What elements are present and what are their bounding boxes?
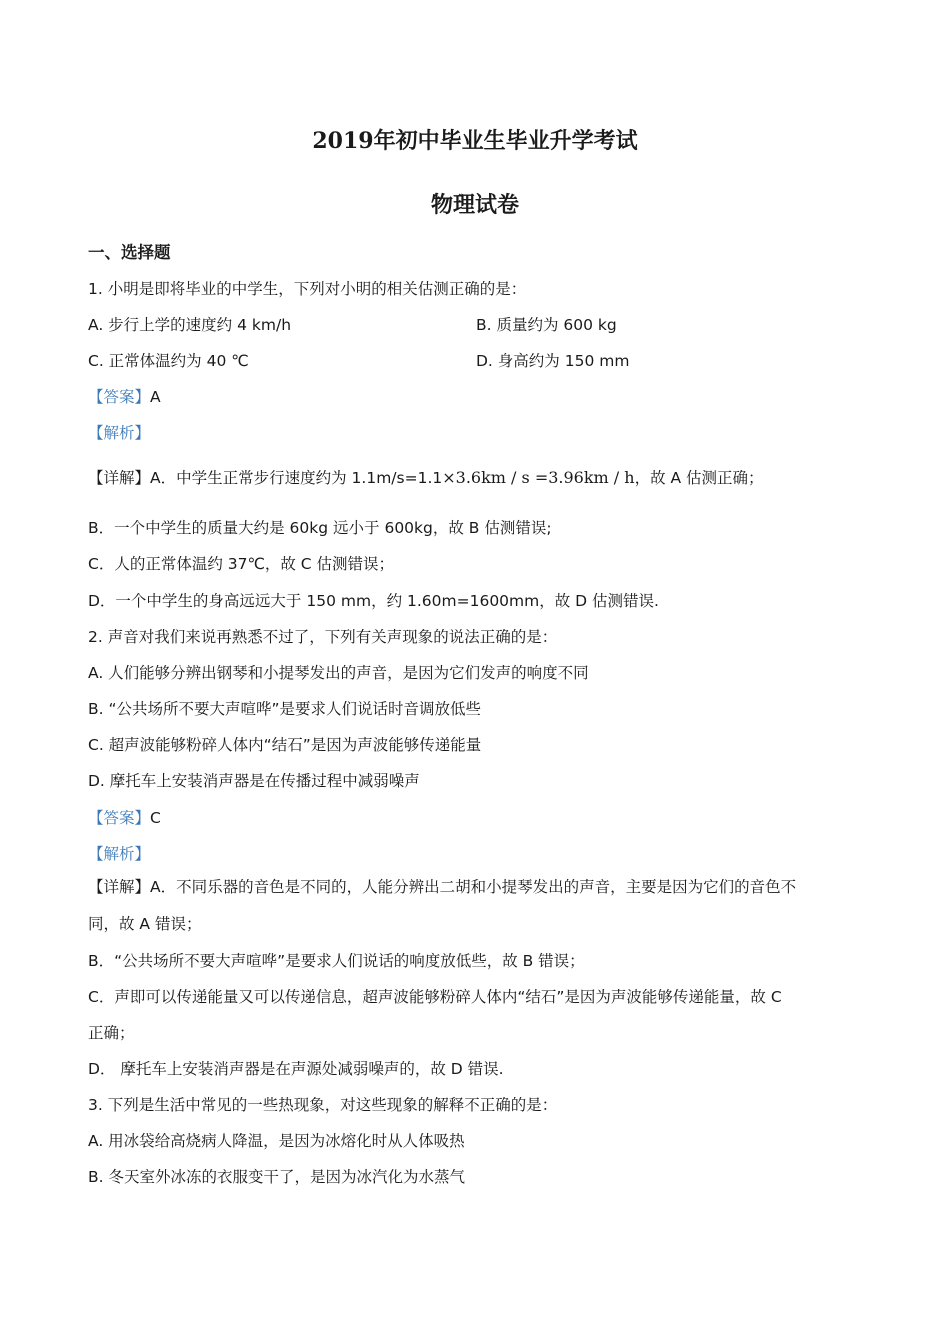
- detail-a-text: A．中学生正常步行速度约为 1.1m/s=1.1: [150, 469, 443, 487]
- exam-subtitle: 物理试卷: [430, 192, 519, 218]
- answer-label: 【答案】: [88, 809, 151, 827]
- q3-option-b: B. 冬天室外冰冻的衣服变干了，是因为冰汽化为水蒸气: [88, 1168, 465, 1186]
- answer-value: C: [150, 809, 161, 827]
- detail-label: 【详解】: [88, 878, 151, 896]
- answer-label: 【答案】: [88, 388, 151, 406]
- q2-option-b: B. “公共场所不要大声喧哗”是要求人们说话时音调放低些: [88, 700, 482, 718]
- q2-detail-a-line2: 同，故 A 错误；: [88, 915, 202, 933]
- q1-option-d: D. 身高约为 150 mm: [476, 352, 630, 370]
- q1-stem: 1. 小明是即将毕业的中学生，下列对小明的相关估测正确的是：: [88, 280, 527, 298]
- detail-a-text: A．不同乐器的音色是不同的，人能分辨出二胡和小提琴发出的声音，主要是因为它们的音色不: [150, 878, 797, 896]
- q2-stem: 2. 声音对我们来说再熟悉不过了，下列有关声现象的说法正确的是：: [88, 628, 558, 646]
- detail-a-end: ，故 A 估测正确；: [634, 469, 764, 487]
- q3-option-a: A. 用冰袋给高烧病人降温，是因为冰熔化时从人体吸热: [88, 1132, 465, 1150]
- q2-detail-c-line1: C．声即可以传递能量又可以传递信息，超声波能够粉碎人体内“结石”是因为声波能够传递能量，故 C: [88, 988, 782, 1006]
- q2-detail-d: D． 摩托车上安装消声器是在声源处减弱噪声的，故 D 错误.: [88, 1060, 504, 1078]
- q2-detail-c-line2: 正确；: [88, 1024, 135, 1042]
- q1-option-c: C. 正常体温约为 40 ℃: [88, 352, 249, 370]
- q1-detail-b: B．一个中学生的质量大约是 60kg 远小于 600kg，故 B 估测错误;: [88, 519, 552, 537]
- q2-analysis-label: 【解析】: [88, 845, 151, 863]
- exam-title: 2019年初中毕业生毕业升学考试: [312, 128, 638, 154]
- q2-answer: [88, 807, 161, 829]
- section-heading: 一、选择题: [88, 243, 171, 262]
- q1-analysis-label: 【解析】: [88, 424, 151, 442]
- q1-detail-a: [88, 467, 764, 489]
- q1-detail-c: C．人的正常体温约 37℃，故 C 估测错误；: [88, 555, 395, 573]
- q2-option-c: C. 超声波能够粉碎人体内“结石”是因为声波能够传递能量: [88, 736, 482, 754]
- q1-answer: [88, 386, 161, 408]
- q3-stem: 3. 下列是生活中常见的一些热现象，对这些现象的解释不正确的是：: [88, 1096, 558, 1114]
- q2-detail-a-line1: [88, 876, 796, 898]
- detail-label: 【详解】: [88, 469, 151, 487]
- q2-option-d: D. 摩托车上安装消声器是在传播过程中减弱噪声: [88, 772, 420, 790]
- q1-detail-d: D．一个中学生的身高远远大于 150 mm，约 1.60m=1600mm，故 D 估测错误.: [88, 592, 659, 610]
- q1-option-b: B. 质量约为 600 kg: [476, 316, 617, 334]
- q2-detail-b: B．“公共场所不要大声喧哗”是要求人们说话的响度放低些，故 B 错误；: [88, 952, 585, 970]
- q2-option-a: A. 人们能够分辨出钢琴和小提琴发出的声音，是因为它们发声的响度不同: [88, 664, 589, 682]
- q1-option-a: A. 步行上学的速度约 4 km/h: [88, 316, 292, 334]
- detail-a-math: ×3.6km / s =3.96km / h: [442, 468, 635, 487]
- answer-value: A: [150, 388, 161, 406]
